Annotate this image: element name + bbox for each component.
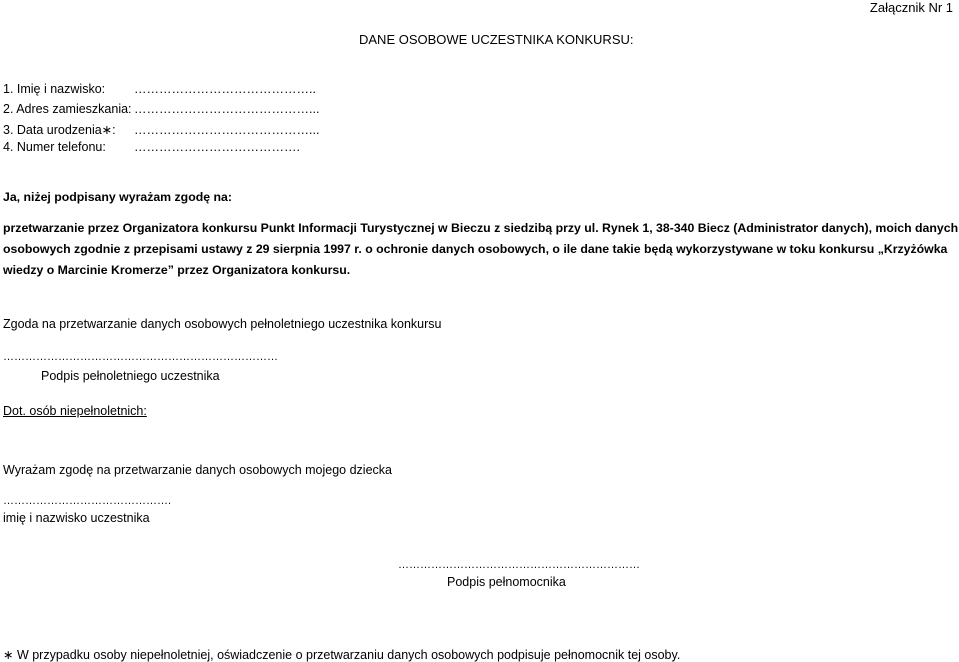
field-name	[3, 82, 316, 96]
field-birthdate	[3, 122, 319, 137]
field-label: 4. Numer telefonu:	[3, 140, 106, 154]
annex-label: Załącznik Nr 1	[869, 0, 953, 15]
guardian-signature-label: Podpis pełnomocnika	[447, 575, 566, 589]
minor-name-label: imię i nazwisko uczestnika	[3, 511, 150, 525]
adult-consent-text: Zgoda na przetwarzanie danych osobowych pełnoletniego uczestnika konkursu	[3, 317, 442, 331]
field-dots: ………………………………….	[134, 140, 300, 154]
field-label: 2. Adres zamieszkania:	[3, 102, 132, 116]
form-title: DANE OSOBOWE UCZESTNIKA KONKURSU:	[359, 32, 634, 47]
adult-signature-label: Podpis pełnoletniego uczestnika	[41, 369, 220, 383]
minor-consent-text: Wyrażam zgodę na przetwarzanie danych osobowych mojego dziecka	[3, 463, 392, 477]
field-phone	[3, 140, 300, 154]
field-address	[3, 102, 319, 116]
minors-heading: Dot. osób niepełnoletnich:	[3, 404, 147, 418]
consent-intro: Ja, niżej podpisany wyrażam zgodę na:	[3, 190, 232, 204]
field-dots: ……………………………………...	[134, 123, 320, 137]
field-dots: ……………………………………...	[134, 102, 320, 116]
field-dots: ……………………………………..	[134, 82, 316, 96]
field-label: 1. Imię i nazwisko:	[3, 82, 106, 96]
consent-text: przetwarzanie przez Organizatora konkursu Punkt Informacji Turystycznej w Bieczu z siedzibą przy ul. Rynek 1, 38-340 Biecz (Administrator danych), moich danych osobowych zgodnie z przepisami ustawy z 29 sierpnia 1997 r. o ochronie danych osobowych, o ile dane takie będą wykorzystywane w toku konkursu „Krzyżówka wiedzy o Marcinie Kromerze” przez Organizatora konkursu.	[3, 221, 959, 277]
footnote: ∗ W przypadku osoby niepełnoletniej, oświadczenie o przetwarzaniu danych osobowych podpisuje pełnomocnik tej osoby.	[3, 648, 681, 662]
field-label: 3. Data urodzenia∗:	[3, 123, 116, 137]
minor-name-line: ……………………………………….	[3, 495, 172, 507]
guardian-signature-line: …………………………………………………………	[398, 559, 640, 571]
adult-signature-line: …………………………………………………………………	[3, 351, 278, 363]
